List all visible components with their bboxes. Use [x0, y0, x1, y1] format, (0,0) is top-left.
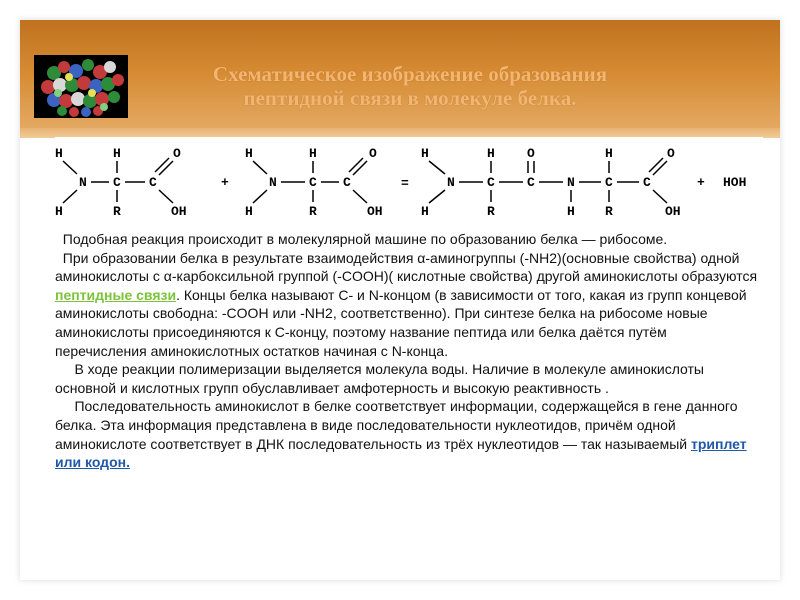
title-line-2: пептидной связи в молекуле белка. — [243, 86, 577, 110]
body-text — [55, 230, 760, 472]
paragraph-text: Подобная реакция происходит в молекулярной машине по образованию белка — рибосоме. — [62, 231, 668, 247]
paragraph — [55, 397, 760, 471]
atom: H — [113, 146, 121, 161]
paragraph-text: Последовательность аминокислот в белке соответствует информации, содержащейся в гене данного белка. Эта информация представлена в виде последовательности нуклеотидов, причём одной аминокислоте соответствует в ДНК последовательность из трёх нуклеотидов — так называемый — [55, 398, 738, 452]
atom: R — [113, 204, 121, 219]
atom: O — [369, 146, 377, 161]
peptide-bond-scheme — [55, 137, 763, 235]
atom: H — [605, 146, 613, 161]
protein-molecule-image — [34, 55, 128, 118]
atom: H — [245, 146, 253, 161]
atom: R — [487, 204, 495, 219]
paragraph-text: При образовании белка в результате взаимодействия α-аминогруппы (-NH2)(основные свойства) одной аминокислоты с α-карбоксильной группой (-COOH)( кислотные свойства) другой аминокислоты образуются — [55, 249, 758, 285]
atom: O — [667, 146, 675, 161]
atom: H — [309, 146, 317, 161]
paragraph — [55, 249, 760, 361]
atom: C — [487, 175, 495, 190]
slide — [20, 20, 780, 580]
reactant-1 — [55, 146, 187, 219]
atom: C — [605, 175, 613, 190]
atom: N — [567, 175, 575, 190]
atom: C — [343, 175, 351, 190]
plus-sign: + — [221, 175, 229, 190]
atom: OH — [171, 204, 187, 219]
paragraph — [55, 230, 760, 249]
atom: O — [527, 146, 535, 161]
atom: R — [309, 204, 317, 219]
paragraph-text: . Концы белка называют С- и N-концом (в зависимости от того, какая из групп концевой аминокислоты свободна: -COOH или -NH2, соответственно). При синтезе белка на рибосоме новые аминокислоты присоединяются к С-концу, поэтому название пептида или белка даётся путём перечисления аминокислотных остатков начиная с N-конца. — [55, 286, 747, 359]
atom: OH — [665, 204, 681, 219]
atom: C — [309, 175, 317, 190]
atom: C — [527, 175, 535, 190]
atom: C — [643, 175, 651, 190]
reactant-2 — [245, 146, 383, 219]
slide-title — [140, 62, 680, 110]
atom: OH — [367, 204, 383, 219]
atom: N — [447, 175, 455, 190]
dipeptide-product — [421, 146, 681, 219]
atom: H — [421, 146, 429, 161]
atom: O — [173, 146, 181, 161]
atom: N — [269, 175, 277, 190]
triplet-codon-link[interactable]: триплет или кодон. — [55, 435, 747, 471]
peptide-bonds-link[interactable]: пептидные связи — [55, 286, 177, 303]
paragraph — [55, 360, 760, 397]
plus-sign: + — [697, 175, 705, 190]
atom: H — [421, 204, 429, 219]
equals-sign: = — [401, 176, 409, 191]
atom: C — [113, 175, 121, 190]
atom: R — [605, 204, 613, 219]
atom: H — [55, 204, 63, 219]
atom: H — [245, 204, 253, 219]
paragraph-text: В ходе реакции полимеризации выделяется молекула воды. Наличие в молекуле аминокислоты основной и кислотных групп обуславливает амфотерность и высокую реактивность . — [55, 361, 704, 396]
atom: H — [567, 204, 575, 219]
title-line-1: Схематическое изображение образования — [212, 62, 608, 86]
atom: H — [487, 146, 495, 161]
atom: C — [149, 175, 157, 190]
water-formula: HOH — [723, 175, 747, 190]
atom: H — [55, 146, 63, 161]
atom: N — [79, 175, 87, 190]
